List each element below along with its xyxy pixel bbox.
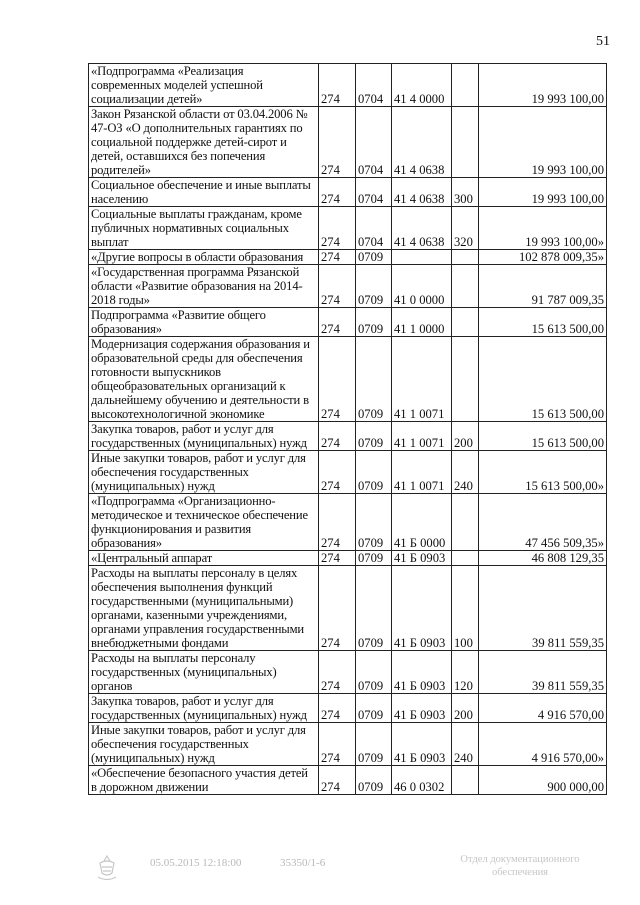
row-sum-cell: 15 613 500,00 xyxy=(479,422,607,451)
table-row xyxy=(89,337,607,422)
row-article-cell: 41 4 0000 xyxy=(392,64,452,107)
row-code-cell: 274 xyxy=(319,422,356,451)
row-article-cell: 41 4 0638 xyxy=(392,107,452,178)
row-section-cell: 0704 xyxy=(356,64,392,107)
emblem-icon xyxy=(92,853,122,883)
row-code-cell: 274 xyxy=(319,107,356,178)
row-sum-cell: 39 811 559,35 xyxy=(479,566,607,651)
row-article-cell: 41 1 0000 xyxy=(392,308,452,337)
row-vr-cell xyxy=(452,308,479,337)
row-code-cell: 274 xyxy=(319,694,356,723)
row-vr-cell: 120 xyxy=(452,651,479,694)
table-row xyxy=(89,723,607,766)
row-section-cell: 0704 xyxy=(356,107,392,178)
row-sum-cell: 4 916 570,00» xyxy=(479,723,607,766)
row-code-cell: 274 xyxy=(319,723,356,766)
row-name-cell: Закупка товаров, работ и услуг для государственных (муниципальных) нужд xyxy=(89,422,319,451)
table-row xyxy=(89,566,607,651)
row-sum-cell: 900 000,00 xyxy=(479,766,607,795)
row-code-cell: 274 xyxy=(319,566,356,651)
row-name-cell: Закон Рязанской области от 03.04.2006 № 47-ОЗ «О дополнительных гарантиях по социальной поддержке детей-сирот и детей, оставшихся без попечения родителей» xyxy=(89,107,319,178)
row-section-cell: 0709 xyxy=(356,250,392,265)
footer xyxy=(0,853,640,893)
row-article-cell: 41 1 0071 xyxy=(392,451,452,494)
row-section-cell: 0709 xyxy=(356,766,392,795)
row-name-cell: «Подпрограмма «Организационно-методическое и техническое обеспечение функционирования и развития образования» xyxy=(89,494,319,551)
row-sum-cell: 19 993 100,00 xyxy=(479,178,607,207)
footer-date: 05.05.2015 12:18:00 xyxy=(150,857,242,869)
row-article-cell xyxy=(392,250,452,265)
row-name-cell: Модернизация содержания образования и образовательной среды для обеспечения готовности выпускников общеобразовательных организаций к дальнейшему обучению и деятельности в высокотехнологичной экономике xyxy=(89,337,319,422)
row-sum-cell: 19 993 100,00 xyxy=(479,107,607,178)
row-article-cell: 41 1 0071 xyxy=(392,337,452,422)
row-sum-cell: 4 916 570,00 xyxy=(479,694,607,723)
row-section-cell: 0709 xyxy=(356,566,392,651)
row-article-cell: 41 Б 0903 xyxy=(392,651,452,694)
row-vr-cell xyxy=(452,64,479,107)
row-name-cell: Закупка товаров, работ и услуг для государственных (муниципальных) нужд xyxy=(89,694,319,723)
table-row xyxy=(89,422,607,451)
table-row xyxy=(89,308,607,337)
row-section-cell: 0709 xyxy=(356,723,392,766)
table-row xyxy=(89,694,607,723)
row-section-cell: 0709 xyxy=(356,451,392,494)
row-article-cell: 46 0 0302 xyxy=(392,766,452,795)
watermark-line-2: обеспечения xyxy=(491,867,549,878)
row-vr-cell: 200 xyxy=(452,422,479,451)
row-vr-cell: 240 xyxy=(452,451,479,494)
row-section-cell: 0704 xyxy=(356,207,392,250)
table-row xyxy=(89,178,607,207)
row-code-cell: 274 xyxy=(319,207,356,250)
row-section-cell: 0709 xyxy=(356,337,392,422)
row-name-cell: Расходы на выплаты персоналу в целях обеспечения выполнения функций государственными (муниципальными) органами, казенными учреждениями, органами управления государственными внебюджетными фондами xyxy=(89,566,319,651)
row-article-cell: 41 Б 0903 xyxy=(392,694,452,723)
row-vr-cell xyxy=(452,494,479,551)
row-vr-cell xyxy=(452,250,479,265)
row-code-cell: 274 xyxy=(319,64,356,107)
row-sum-cell: 46 808 129,35 xyxy=(479,551,607,566)
row-code-cell: 274 xyxy=(319,494,356,551)
row-sum-cell: 91 787 009,35 xyxy=(479,265,607,308)
row-vr-cell: 320 xyxy=(452,207,479,250)
table-row xyxy=(89,207,607,250)
row-vr-cell xyxy=(452,766,479,795)
row-vr-cell: 240 xyxy=(452,723,479,766)
row-sum-cell: 47 456 509,35» xyxy=(479,494,607,551)
row-vr-cell: 100 xyxy=(452,566,479,651)
row-sum-cell: 39 811 559,35 xyxy=(479,651,607,694)
row-vr-cell xyxy=(452,551,479,566)
table-row xyxy=(89,766,607,795)
row-code-cell: 274 xyxy=(319,178,356,207)
row-vr-cell xyxy=(452,107,479,178)
row-section-cell: 0709 xyxy=(356,308,392,337)
row-code-cell: 274 xyxy=(319,766,356,795)
row-section-cell: 0709 xyxy=(356,551,392,566)
table-row xyxy=(89,64,607,107)
row-section-cell: 0709 xyxy=(356,265,392,308)
row-article-cell: 41 4 0638 xyxy=(392,178,452,207)
watermark xyxy=(440,853,600,879)
table-row xyxy=(89,551,607,566)
row-vr-cell xyxy=(452,265,479,308)
row-name-cell: Расходы на выплаты персоналу государственных (муниципальных) органов xyxy=(89,651,319,694)
row-section-cell: 0704 xyxy=(356,178,392,207)
table-row xyxy=(89,265,607,308)
row-sum-cell: 15 613 500,00» xyxy=(479,451,607,494)
row-article-cell: 41 4 0638 xyxy=(392,207,452,250)
row-article-cell: 41 1 0071 xyxy=(392,422,452,451)
row-sum-cell: 15 613 500,00 xyxy=(479,308,607,337)
row-code-cell: 274 xyxy=(319,337,356,422)
row-article-cell: 41 Б 0903 xyxy=(392,551,452,566)
row-name-cell: «Государственная программа Рязанской области «Развитие образования на 2014-2018 годы» xyxy=(89,265,319,308)
row-code-cell: 274 xyxy=(319,308,356,337)
watermark-line-1: Отдел документационного xyxy=(460,854,580,865)
row-name-cell: «Центральный аппарат xyxy=(89,551,319,566)
row-vr-cell xyxy=(452,337,479,422)
row-article-cell: 41 Б 0903 xyxy=(392,566,452,651)
page-number: 51 xyxy=(596,34,610,49)
table-body xyxy=(89,64,607,795)
row-name-cell: Социальные выплаты гражданам, кроме публичных нормативных социальных выплат xyxy=(89,207,319,250)
footer-reg-number: 35350/1-6 xyxy=(280,857,326,869)
row-code-cell: 274 xyxy=(319,551,356,566)
row-sum-cell: 19 993 100,00» xyxy=(479,207,607,250)
row-vr-cell: 200 xyxy=(452,694,479,723)
row-name-cell: «Другие вопросы в области образования xyxy=(89,250,319,265)
row-section-cell: 0709 xyxy=(356,422,392,451)
table-row xyxy=(89,451,607,494)
row-name-cell: Иные закупки товаров, работ и услуг для обеспечения государственных (муниципальных) нужд xyxy=(89,723,319,766)
row-name-cell: Социальное обеспечение и иные выплаты населению xyxy=(89,178,319,207)
row-section-cell: 0709 xyxy=(356,694,392,723)
budget-table xyxy=(88,63,607,795)
row-sum-cell: 19 993 100,00 xyxy=(479,64,607,107)
row-section-cell: 0709 xyxy=(356,494,392,551)
row-vr-cell: 300 xyxy=(452,178,479,207)
table-row xyxy=(89,107,607,178)
row-name-cell: Иные закупки товаров, работ и услуг для обеспечения государственных (муниципальных) нужд xyxy=(89,451,319,494)
row-article-cell: 41 Б 0903 xyxy=(392,723,452,766)
row-article-cell: 41 Б 0000 xyxy=(392,494,452,551)
row-section-cell: 0709 xyxy=(356,651,392,694)
row-sum-cell: 15 613 500,00 xyxy=(479,337,607,422)
table-row xyxy=(89,250,607,265)
row-code-cell: 274 xyxy=(319,651,356,694)
table-row xyxy=(89,494,607,551)
row-code-cell: 274 xyxy=(319,265,356,308)
row-sum-cell: 102 878 009,35» xyxy=(479,250,607,265)
row-name-cell: «Подпрограмма «Реализация современных моделей успешной социализации детей» xyxy=(89,64,319,107)
row-code-cell: 274 xyxy=(319,250,356,265)
table-row xyxy=(89,651,607,694)
row-article-cell: 41 0 0000 xyxy=(392,265,452,308)
row-code-cell: 274 xyxy=(319,451,356,494)
row-name-cell: «Обеспечение безопасного участия детей в дорожном движении xyxy=(89,766,319,795)
row-name-cell: Подпрограмма «Развитие общего образования» xyxy=(89,308,319,337)
